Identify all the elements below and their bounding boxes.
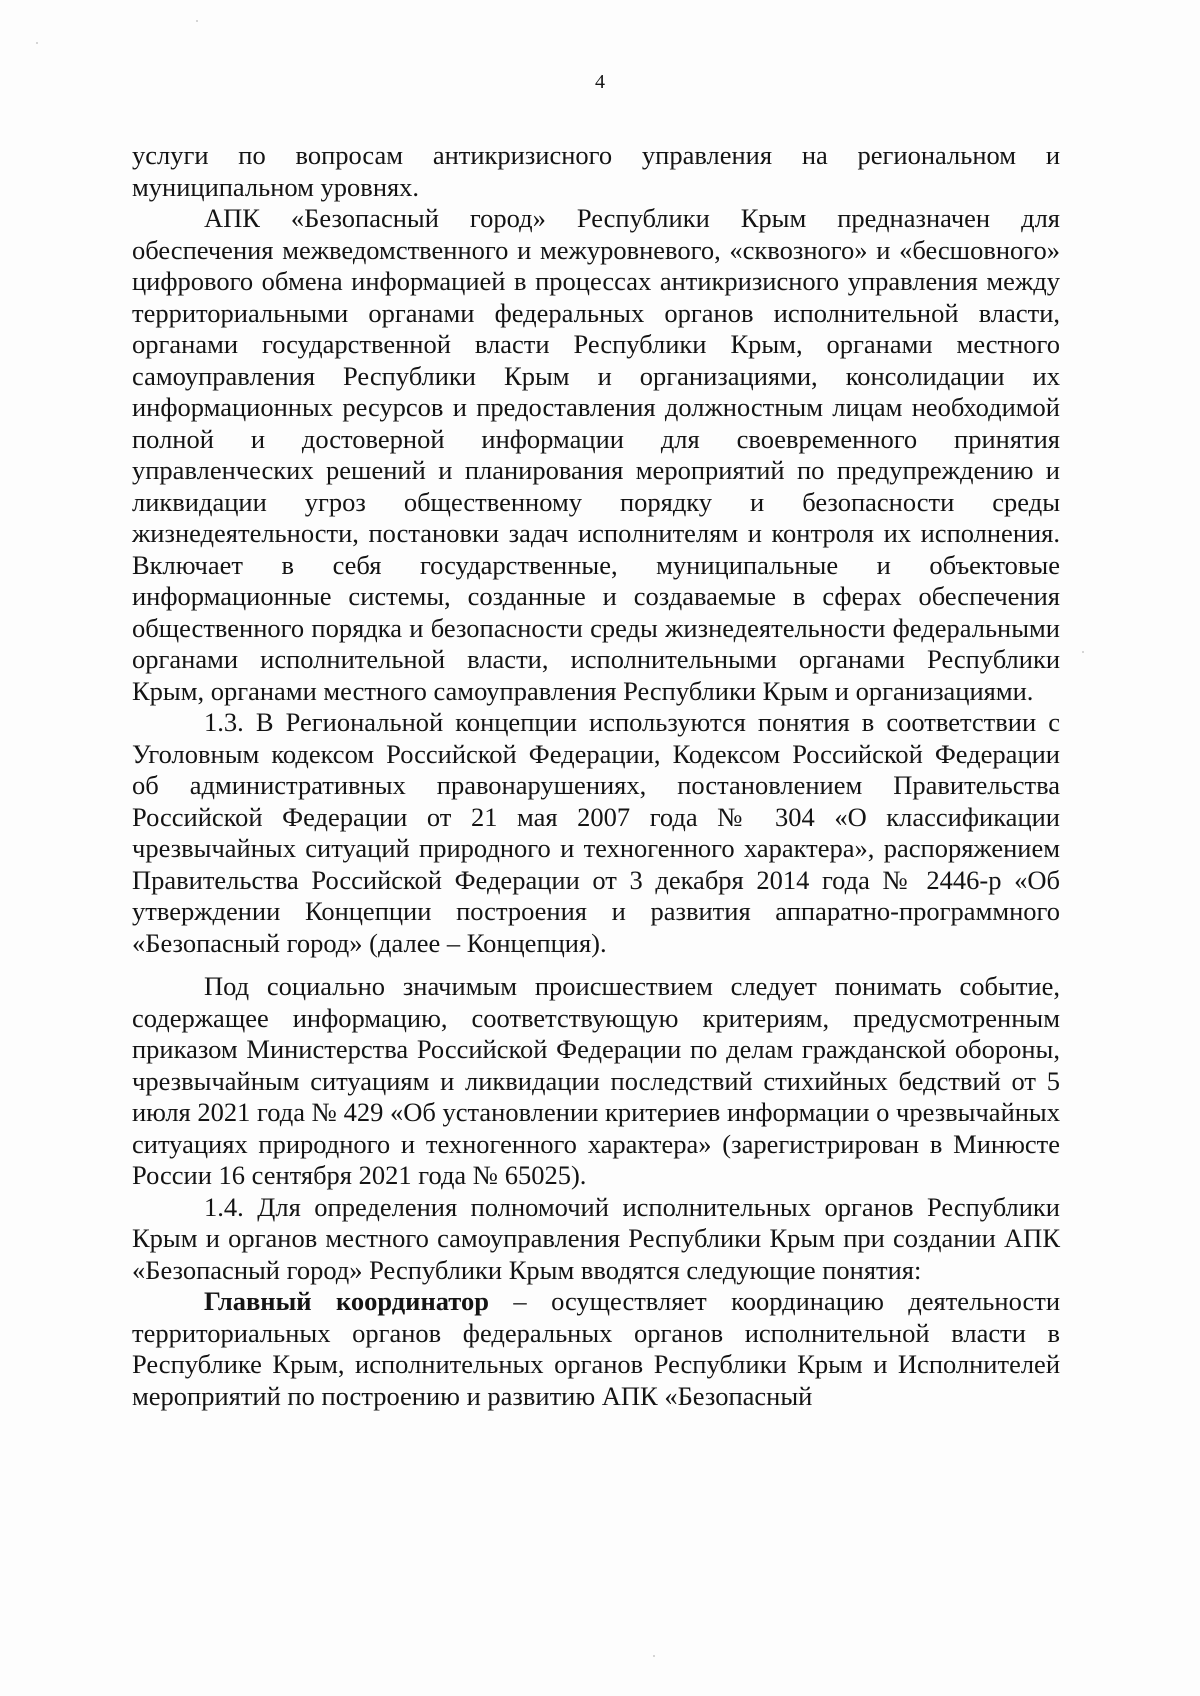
paragraph-significant-incident: Под социально значимым происшествием следует понимать событие, содержащее информацию, соответствующую критериям, предусмотренным приказом Министерства Российской Федерации по делам гражданской обороны, чрезвычайным ситуациям и ликвидации последствий стихийных бедствий от 5 июля 2021 года № 429 «Об установлении критериев информации о чрезвычайных ситуациях природного и техногенного характера» (зарегистрирован в Минюсте России 16 сентября 2021 года № 65025). — [132, 971, 1060, 1190]
paragraph-continuation: услуги по вопросам антикризисного управления на региональном и муниципальном уровнях. — [132, 140, 1060, 202]
paragraph-section-1-4: 1.4. Для определения полномочий исполнительных органов Республики Крым и органов местного самоуправления Республики Крым при создании АПК «Безопасный город» Республики Крым вводятся следующие понятия: — [132, 1191, 1060, 1285]
paragraph-section-1-3: 1.3. В Региональной концепции используются понятия в соответствии с Уголовным кодексом Российской Федерации, Кодексом Российской Федерации об административных правонарушениях, постановлением Правительства Российской Федерации от 21 мая 2007 года № 304 «О классификации чрезвычайных ситуаций природного и техногенного характера», распоряжением Правительства Российской Федерации от 3 декабря 2014 года № 2446-р «Об утверждении Концепции построения и развития аппаратно-программного «Безопасный город» (далее – Концепция). — [132, 707, 1060, 958]
document-body — [132, 140, 1060, 1412]
page-number: 4 — [595, 71, 605, 93]
scan-speck — [653, 1655, 655, 1657]
paragraph-chief-coordinator — [132, 1286, 1060, 1412]
scan-speck — [1082, 651, 1084, 653]
scan-speck — [196, 20, 198, 22]
scan-speck — [36, 42, 38, 44]
definition-chief-coordinator: – осуществляет координацию деятельности территориальных органов федеральных органов исполнительной власти в Республике Крым, исполнительных органов Республики Крым и Исполнителей мероприятий по построению и развитию АПК «Безопасный — [132, 1286, 1060, 1411]
paragraph-apk-description: АПК «Безопасный город» Республики Крым предназначен для обеспечения межведомственного и межуровневого, «сквозного» и «бесшовного» цифрового обмена информацией в процессах антикризисного управления между территориальными органами федеральных органов исполнительной власти, органами государственной власти Республики Крым, органами местного самоуправления Республики Крым и организациями, консолидации их информационных ресурсов и предоставления должностным лицам необходимой полной и достоверной информации для своевременного принятия управленческих решений и планирования мероприятий по предупреждению и ликвидации угроз общественному порядку и безопасности среды жизнедеятельности, постановки задач исполнителям и контроля их исполнения. Включает в себя государственные, муниципальные и объектовые информационные системы, созданные и создаваемые в сферах обеспечения общественного порядка и безопасности среды жизнедеятельности федеральными органами исполнительной власти, исполнительными органами Республики Крым, органами местного самоуправления Республики Крым и организациями. — [132, 203, 1060, 706]
term-chief-coordinator: Главный координатор — [204, 1286, 489, 1316]
